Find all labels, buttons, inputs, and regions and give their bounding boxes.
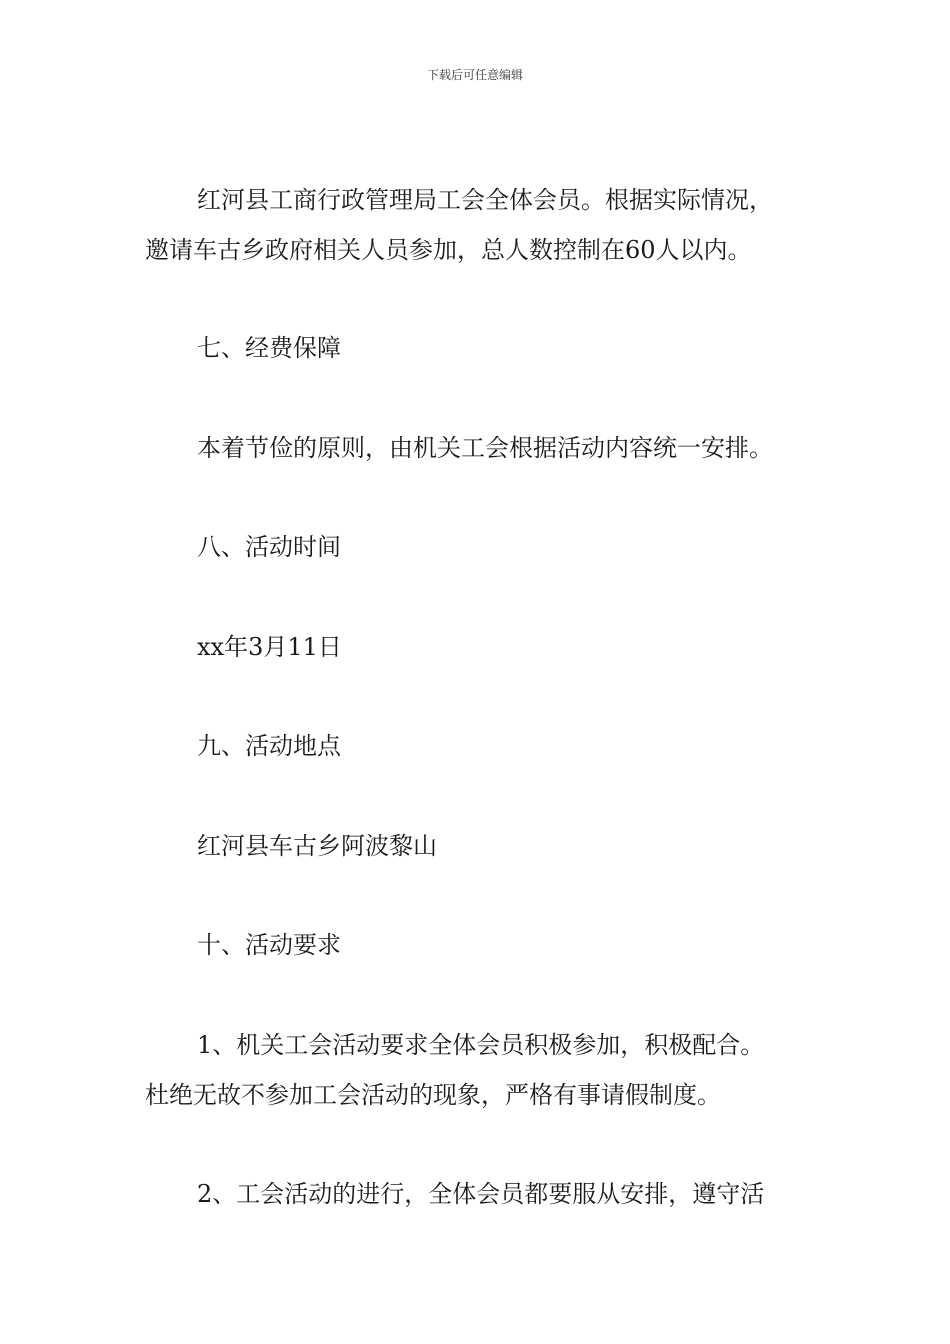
section-title-funding: 七、经费保障 [197, 334, 341, 362]
paragraph-line: 1、机关工会活动要求全体会员积极参加，积极配合。 [197, 1031, 765, 1059]
paragraph-line: 红河县工商行政管理局工会全体会员。根据实际情况， [197, 186, 773, 214]
paragraph-line: 2、工会活动的进行，全体会员都要服从安排，遵守活 [197, 1180, 765, 1208]
section-text-time: xx年3月11日 [197, 633, 342, 661]
section-title-requirements: 十、活动要求 [197, 931, 341, 959]
section-title-location: 九、活动地点 [197, 732, 341, 760]
paragraph-requirement-2 [145, 1169, 825, 1219]
section-text-funding: 本着节俭的原则，由机关工会根据活动内容统一安排。 [197, 434, 773, 462]
paragraph-requirement-1 [145, 1020, 825, 1120]
paragraph-line: 邀请车古乡政府相关人员参加，总人数控制在60人以内。 [145, 236, 752, 264]
section-title-time: 八、活动时间 [197, 533, 341, 561]
header-note: 下载后可任意编辑 [426, 68, 523, 82]
paragraph-line: 杜绝无故不参加工会活动的现象，严格有事请假制度。 [145, 1081, 721, 1109]
paragraph-participants [145, 175, 825, 275]
section-text-location: 红河县车古乡阿波黎山 [197, 832, 437, 860]
